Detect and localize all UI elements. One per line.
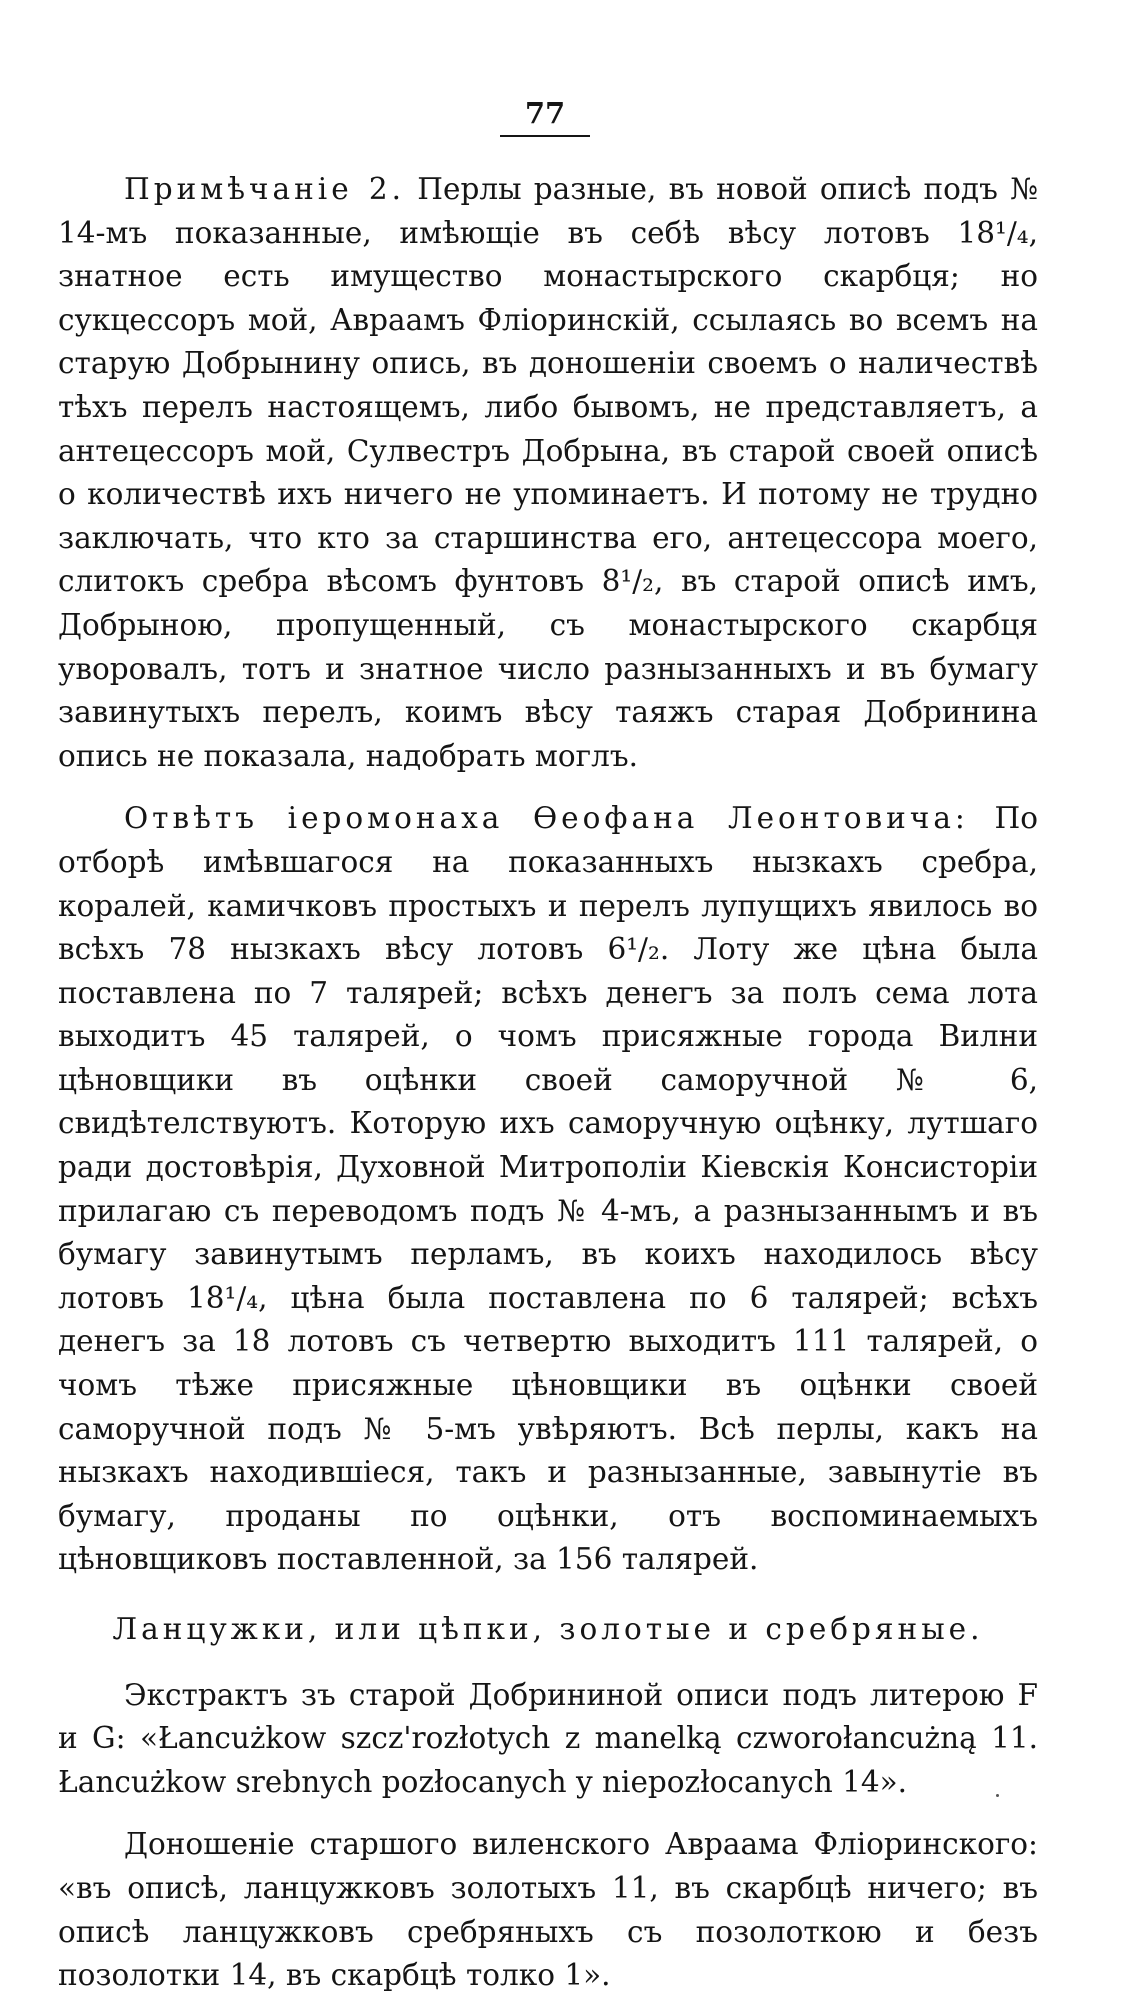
note-paragraph	[58, 168, 1038, 778]
section-heading: Ланцужки, или цѣпки, золотые и сребряные.	[112, 1612, 984, 1646]
answer-text: По отборѣ имѣвшагося на показанныхъ нызкахъ сребра, коралей, камичковъ простыхъ и перелъ лупущихъ явилось во всѣхъ 78 нызкахъ вѣсу лотовъ 6¹/₂. Лоту же цѣна была поставлена по 7 талярей; всѣхъ денегъ за полъ сема лота выходитъ 45 талярей, о чомъ присяжные города Вилни цѣновщики въ оцѣнки своей саморучной № 6, свидѣтелствуютъ. Которую ихъ саморучную оцѣнку, лутшаго ради достовѣрія, Духовной Митрополіи Кіевскія Консисторіи прилагаю съ переводомъ подъ № 4-мъ, а разнызаннымъ и въ бумагу завинутымъ перламъ, въ коихъ находилось вѣсу лотовъ 18¹/₄, цѣна была поставлена по 6 талярей; всѣхъ денегъ за 18 лотовъ съ четвертю выходитъ 111 талярей, о чомъ тѣже присяжные цѣновщики въ оцѣнки своей саморучной подъ № 5-мъ увѣряютъ. Всѣ перлы, какъ на нызкахъ находившіеся, такъ и разнызанные, завынутіе въ бумагу, проданы по оцѣнки, отъ воспоминаемыхъ цѣновщиковъ поставленной, за 156 талярей.	[58, 801, 1038, 1577]
note-text: Перлы разные, въ новой описѣ подъ № 14-мъ показанные, имѣющіе въ себѣ вѣсу лотовъ 18¹/₄, знатное есть имущество монастырского скарбця; но сукцессоръ мой, Авраамъ Фліоринскій, ссылаясь во всемъ на старую Добрынину опись, въ доношеніи своемъ о наличествѣ тѣхъ перелъ настоящемъ, либо бывомъ, не представляетъ, а антецессоръ мой, Сулвестръ Добрына, въ старой своей описѣ о количествѣ ихъ ничего не упоминаетъ. И потому не трудно заключать, что кто за старшинства его, антецессора моего, слитокъ сребра вѣсомъ фунтовъ 8¹/₂, въ старой описѣ имъ, Добрыною, пропущенный, съ монастырского скарбця уворовалъ, тотъ и знатное число разнызанныхъ и въ бумагу завинутыхъ перелъ, коимъ вѣсу таяжъ старая Добринина опись не показала, надобрать моглъ.	[58, 172, 1038, 773]
page-body	[58, 168, 1038, 1998]
note-lead: Примѣчаніе 2.	[124, 172, 406, 206]
page-number: 77	[500, 96, 590, 137]
ink-speck	[996, 1794, 999, 1797]
answer-lead: Отвѣтъ іеромонаха Өеофана Леонтовича:	[124, 801, 969, 836]
answer-paragraph	[58, 797, 1038, 1582]
extract-paragraph: Экстрактъ зъ старой Добрининой описи подъ литерою F и G: «Łancużkow szcz'rozłotych z manelką czworołancużną 11. Łancużkow srebnych pozłocanych y nieрozłocanych 14».	[58, 1677, 1038, 1799]
report-paragraph: Доношеніе старшого виленского Авраама Фліоринского: «въ описѣ, ланцужковъ золотыхъ 11, въ скарбцѣ ничего; въ описѣ ланцужковъ сребряныхъ съ позолоткою и безъ позолотки 14, въ скарбцѣ толко 1».	[58, 1827, 1038, 1993]
